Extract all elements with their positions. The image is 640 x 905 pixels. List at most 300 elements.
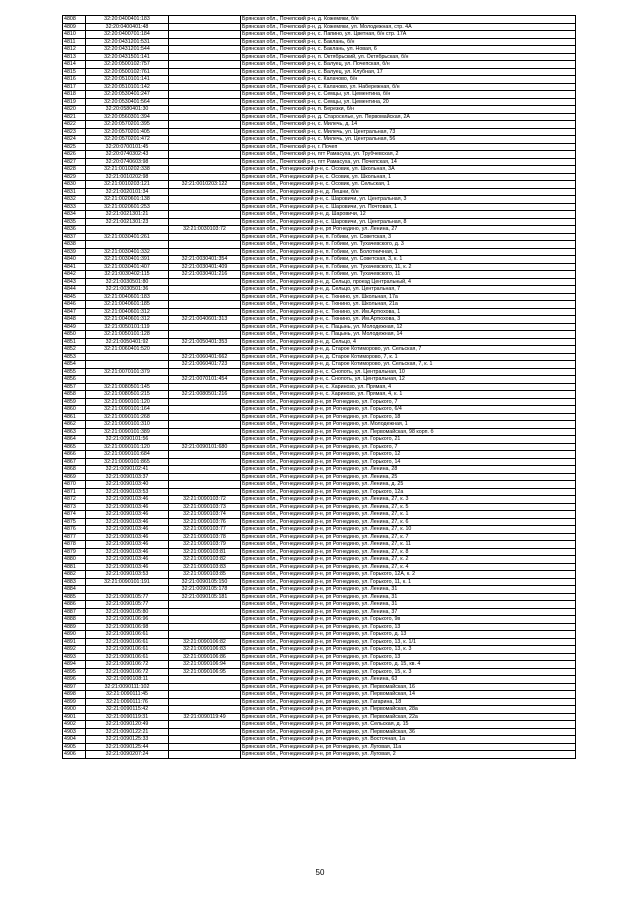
address-cell: Брянская обл., Рогнединский р-н, рп Рогнедино, ул. Горького, 14 <box>241 458 576 466</box>
row-number-cell: 4875 <box>63 518 86 526</box>
cadastral-number-cell: 32:21:0090103:53 <box>86 488 169 496</box>
row-number-cell: 4858 <box>63 391 86 399</box>
linked-cadastral-number-cell: 32:21:0090103:73 <box>169 503 241 511</box>
row-number-cell: 4826 <box>63 151 86 159</box>
linked-cadastral-number-cell: 32:21:0090101:680 <box>169 443 241 451</box>
row-number-cell: 4897 <box>63 683 86 691</box>
cadastral-number-cell: 32:20:0560301:394 <box>86 113 169 121</box>
table-row <box>63 286 576 294</box>
row-number-cell: 4854 <box>63 361 86 369</box>
address-cell: Брянская обл., Рогнединский р-н, рп Рогнедино, ул. Ленина, 27, к. 10 <box>241 526 576 534</box>
table-row <box>63 226 576 234</box>
row-number-cell: 4809 <box>63 23 86 31</box>
linked-cadastral-number-cell <box>169 331 241 339</box>
table-row <box>63 541 576 549</box>
cadastral-number-cell: 32:21:0090106:61 <box>86 653 169 661</box>
table-row <box>63 481 576 489</box>
table-row <box>63 691 576 699</box>
linked-cadastral-number-cell <box>169 46 241 54</box>
table-row <box>63 683 576 691</box>
linked-cadastral-number-cell <box>169 173 241 181</box>
address-cell: Брянская обл., Рогнединский р-н, с. Тюнино, ул. Школьная, 21а <box>241 301 576 309</box>
cadastral-number-cell <box>86 353 169 361</box>
cadastral-number-cell: 32:21:0070101:379 <box>86 368 169 376</box>
linked-cadastral-number-cell <box>169 196 241 204</box>
linked-cadastral-number-cell <box>169 706 241 714</box>
row-number-cell: 4838 <box>63 241 86 249</box>
table-row <box>63 458 576 466</box>
cadastral-number-cell: 32:21:0090125:44 <box>86 743 169 751</box>
table-row <box>63 698 576 706</box>
cadastral-number-cell: 32:20:0580401:30 <box>86 106 169 114</box>
cadastral-number-cell: 32:21:0090106:98 <box>86 623 169 631</box>
table-row <box>63 263 576 271</box>
cadastral-number-cell: 32:21:0090103:46 <box>86 548 169 556</box>
table-row <box>63 271 576 279</box>
row-number-cell: 4837 <box>63 233 86 241</box>
cadastral-number-cell: 32:21:0090106:61 <box>86 638 169 646</box>
linked-cadastral-number-cell: 32:21:0060401:723 <box>169 361 241 369</box>
address-cell: Брянская обл., Рогнединский р-н, рп Рогнедино, ул. Ленина, 27, к. 6 <box>241 518 576 526</box>
table-row <box>63 368 576 376</box>
linked-cadastral-number-cell <box>169 16 241 24</box>
cadastral-number-cell: 32:21:0090105:80 <box>86 608 169 616</box>
row-number-cell: 4853 <box>63 353 86 361</box>
address-cell: Брянская обл., Рогнединский р-н, д. Сельцо, проезд Центральный, 4 <box>241 278 576 286</box>
linked-cadastral-number-cell: 32:21:0050401:353 <box>169 338 241 346</box>
row-number-cell: 4896 <box>63 676 86 684</box>
table-row <box>63 743 576 751</box>
linked-cadastral-number-cell <box>169 158 241 166</box>
table-row <box>63 421 576 429</box>
cadastral-number-cell: 32:20:0740302:43 <box>86 151 169 159</box>
linked-cadastral-number-cell <box>169 151 241 159</box>
address-cell: Брянская обл., Почепский р-н, с. Милечь, д. 14 <box>241 121 576 129</box>
address-cell: Брянская обл., Рогнединский р-н, рп Рогнедино, ул. Первомайская, 28а <box>241 706 576 714</box>
row-number-cell: 4869 <box>63 473 86 481</box>
linked-cadastral-number-cell <box>169 218 241 226</box>
cadastral-number-cell: 32:21:0080501:145 <box>86 383 169 391</box>
row-number-cell: 4898 <box>63 691 86 699</box>
cadastral-number-cell: 32:21:0090101:120 <box>86 398 169 406</box>
table-row <box>63 646 576 654</box>
address-cell: Брянская обл., Рогнединский р-н, рп Рогнедино, ул. Горького, 13 <box>241 623 576 631</box>
cadastral-number-cell: 32:21:0090103:46 <box>86 556 169 564</box>
table-row <box>63 233 576 241</box>
cadastral-number-cell: 32:20:0530401:564 <box>86 98 169 106</box>
linked-cadastral-number-cell <box>169 61 241 69</box>
row-number-cell: 4825 <box>63 143 86 151</box>
row-number-cell: 4845 <box>63 293 86 301</box>
table-row <box>63 68 576 76</box>
table-row <box>63 76 576 84</box>
cadastral-number-cell: 32:21:0090102:41 <box>86 466 169 474</box>
row-number-cell: 4890 <box>63 631 86 639</box>
row-number-cell: 4832 <box>63 196 86 204</box>
table-row <box>63 578 576 586</box>
address-cell: Брянская обл., Почепский р-н, с. Баклань, ул. Новая, 6 <box>241 46 576 54</box>
row-number-cell: 4844 <box>63 286 86 294</box>
row-number-cell: 4868 <box>63 466 86 474</box>
row-number-cell: 4880 <box>63 556 86 564</box>
row-number-cell: 4813 <box>63 53 86 61</box>
cadastral-number-cell: 32:21:0090111:76 <box>86 698 169 706</box>
cadastral-number-cell <box>86 361 169 369</box>
row-number-cell: 4829 <box>63 173 86 181</box>
linked-cadastral-number-cell <box>169 286 241 294</box>
row-number-cell: 4833 <box>63 203 86 211</box>
linked-cadastral-number-cell <box>169 166 241 174</box>
row-number-cell: 4852 <box>63 346 86 354</box>
cadastral-number-cell: 32:21:0060401:520 <box>86 346 169 354</box>
linked-cadastral-number-cell <box>169 301 241 309</box>
registry-table-body <box>63 16 576 759</box>
linked-cadastral-number-cell <box>169 83 241 91</box>
row-number-cell: 4810 <box>63 31 86 39</box>
table-row <box>63 241 576 249</box>
cadastral-number-cell: 32:21:0090103:46 <box>86 526 169 534</box>
table-row <box>63 533 576 541</box>
table-row <box>63 91 576 99</box>
cadastral-number-cell: 32:21:0090106:72 <box>86 661 169 669</box>
row-number-cell: 4888 <box>63 616 86 624</box>
address-cell: Брянская обл., Рогнединский р-н, рп Рогнедино, ул. Ленина, 27 <box>241 226 576 234</box>
cadastral-number-cell: 32:21:0040601:312 <box>86 316 169 324</box>
linked-cadastral-number-cell <box>169 128 241 136</box>
cadastral-number-cell: 32:21:0090103:46 <box>86 541 169 549</box>
linked-cadastral-number-cell: 32:21:0030103:72 <box>169 226 241 234</box>
linked-cadastral-number-cell <box>169 241 241 249</box>
linked-cadastral-number-cell <box>169 203 241 211</box>
table-row <box>63 721 576 729</box>
table-row <box>63 751 576 759</box>
cadastral-number-cell: 32:21:0090101:120 <box>86 443 169 451</box>
table-row <box>63 308 576 316</box>
address-cell: Брянская обл., Рогнединский р-н, с. Осовик, ул. Школьная, 3А <box>241 166 576 174</box>
row-number-cell: 4842 <box>63 271 86 279</box>
linked-cadastral-number-cell: 32:21:0090106:94 <box>169 661 241 669</box>
address-cell: Брянская обл., Рогнединский р-н, рп Рогнедино, ул. Горького, 7 <box>241 443 576 451</box>
row-number-cell: 4903 <box>63 728 86 736</box>
address-cell: Брянская обл., Рогнединский р-н, рп Рогнедино, ул. Горького, 13, к. 1/1 <box>241 638 576 646</box>
table-row <box>63 638 576 646</box>
row-number-cell: 4884 <box>63 586 86 594</box>
address-cell: Брянская обл., Рогнединский р-н, рп Рогнедино, ул. Горького, 13, к. 3 <box>241 646 576 654</box>
cadastral-number-cell: 32:21:0090103:37 <box>86 473 169 481</box>
address-cell: Брянская обл., Почепский р-н, с. Семцы, ул. Цементина, б/н <box>241 91 576 99</box>
row-number-cell: 4839 <box>63 248 86 256</box>
table-row <box>63 398 576 406</box>
row-number-cell: 4900 <box>63 706 86 714</box>
address-cell: Брянская обл., Рогнединский р-н, рп Рогнедино, ул. Ленина, 27, к. 7 <box>241 533 576 541</box>
row-number-cell: 4819 <box>63 98 86 106</box>
table-row <box>63 376 576 384</box>
linked-cadastral-number-cell <box>169 188 241 196</box>
address-cell: Брянская обл., Рогнединский р-н, рп Рогнедино, ул. Горького, 21 <box>241 436 576 444</box>
row-number-cell: 4843 <box>63 278 86 286</box>
row-number-cell: 4865 <box>63 443 86 451</box>
address-cell: Брянская обл., Рогнединский р-н, рп Рогнедино, ул. Горького, 12а <box>241 488 576 496</box>
linked-cadastral-number-cell <box>169 488 241 496</box>
table-row <box>63 563 576 571</box>
cadastral-number-cell: 32:21:0080501:215 <box>86 391 169 399</box>
address-cell: Брянская обл., Почепский р-н, д. Староселье, ул. Первомайская, 2А <box>241 113 576 121</box>
cadastral-number-cell: 32:21:0090103:46 <box>86 563 169 571</box>
linked-cadastral-number-cell: 32:21:0090103:78 <box>169 533 241 541</box>
address-cell: Брянская обл., Рогнединский р-н, рп Рогнедино, ул. Ленина, 27, к. 5 <box>241 503 576 511</box>
address-cell: Брянская обл., Рогнединский р-н, п. Гобики, ул. Советская, 3 <box>241 233 576 241</box>
row-number-cell: 4887 <box>63 608 86 616</box>
table-row <box>63 406 576 414</box>
address-cell: Брянская обл., Рогнединский р-н, рп Рогнедино, ул. Первомайская, 16 <box>241 683 576 691</box>
address-cell: Брянская обл., Рогнединский р-н, рп Рогнедино, ул. Горького, 12А, к. 2 <box>241 571 576 579</box>
linked-cadastral-number-cell <box>169 346 241 354</box>
table-row <box>63 526 576 534</box>
table-row <box>63 511 576 519</box>
linked-cadastral-number-cell <box>169 406 241 414</box>
row-number-cell: 4879 <box>63 548 86 556</box>
cadastral-number-cell: 32:20:0500102:757 <box>86 61 169 69</box>
table-row <box>63 53 576 61</box>
row-number-cell: 4847 <box>63 308 86 316</box>
address-cell: Брянская обл., Почепский р-н, с. Милечь, ул. Центральная, 73 <box>241 128 576 136</box>
row-number-cell: 4899 <box>63 698 86 706</box>
linked-cadastral-number-cell <box>169 743 241 751</box>
cadastral-number-cell: 32:21:0090101:389 <box>86 428 169 436</box>
row-number-cell: 4891 <box>63 638 86 646</box>
cadastral-number-cell: 32:20:0400401:48 <box>86 23 169 31</box>
table-row <box>63 121 576 129</box>
table-row <box>63 106 576 114</box>
address-cell: Брянская обл., Рогнединский р-н, д. Лешни, б/н <box>241 188 576 196</box>
linked-cadastral-number-cell <box>169 98 241 106</box>
linked-cadastral-number-cell <box>169 451 241 459</box>
table-row <box>63 136 576 144</box>
address-cell: Брянская обл., Рогнединский р-н, д. Старое Котиморово, 7, к. 1 <box>241 353 576 361</box>
table-row <box>63 98 576 106</box>
cadastral-number-cell: 32:21:0090207:24 <box>86 751 169 759</box>
table-row <box>63 316 576 324</box>
address-cell: Брянская обл., Рогнединский р-н, рп Рогнедино, ул. Первомайская, 36 <box>241 728 576 736</box>
linked-cadastral-number-cell <box>169 616 241 624</box>
cadastral-number-cell: 32:21:0030501:80 <box>86 278 169 286</box>
address-cell: Брянская обл., Рогнединский р-н, рп Рогнедино, ул. Ленина, 27, к. 2 <box>241 556 576 564</box>
table-row <box>63 188 576 196</box>
row-number-cell: 4817 <box>63 83 86 91</box>
linked-cadastral-number-cell: 32:21:0070101:454 <box>169 376 241 384</box>
linked-cadastral-number-cell <box>169 698 241 706</box>
row-number-cell: 4823 <box>63 128 86 136</box>
address-cell: Брянская обл., Рогнединский р-н, рп Рогнедино, ул. Восточная, 1а <box>241 736 576 744</box>
row-number-cell: 4883 <box>63 578 86 586</box>
table-row <box>63 518 576 526</box>
row-number-cell: 4808 <box>63 16 86 24</box>
address-cell: Брянская обл., Рогнединский р-н, рп Рогнедино, ул. Первомайская, 98 корп. б <box>241 428 576 436</box>
address-cell: Брянская обл., Рогнединский р-н, рп Рогнедино, ул. Ленина, 27, к. 11 <box>241 541 576 549</box>
linked-cadastral-number-cell <box>169 38 241 46</box>
table-row <box>63 676 576 684</box>
table-row <box>63 338 576 346</box>
table-row <box>63 571 576 579</box>
address-cell: Брянская обл., Рогнединский р-н, п. Гобики, ул. Тухачевского, д. 3 <box>241 241 576 249</box>
address-cell: Брянская обл., Рогнединский р-н, рп Рогнедино, ул. Горького, 18 <box>241 413 576 421</box>
linked-cadastral-number-cell <box>169 113 241 121</box>
address-cell: Брянская обл., Почепский р-н, г. Почеп <box>241 143 576 151</box>
cadastral-number-cell: 32:21:0090108:11 <box>86 676 169 684</box>
linked-cadastral-number-cell <box>169 691 241 699</box>
table-row <box>63 16 576 24</box>
cadastral-number-cell: 32:21:0090103:46 <box>86 496 169 504</box>
address-cell: Брянская обл., Рогнединский р-н, рп Рогнедино, ул. Горького, 9в <box>241 616 576 624</box>
cadastral-number-cell: 32:21:0090115:42 <box>86 706 169 714</box>
address-cell: Брянская обл., Рогнединский р-н, с. Шаровичи, ул. Центральная, 3 <box>241 196 576 204</box>
row-number-cell: 4863 <box>63 428 86 436</box>
cadastral-number-cell: 32:20:0570201:405 <box>86 128 169 136</box>
cadastral-number-cell: 32:21:0090101:865 <box>86 458 169 466</box>
cadastral-number-cell: 32:20:0570201:395 <box>86 121 169 129</box>
address-cell: Брянская обл., Рогнединский р-н, рп Рогнедино, ул. Луговая, 2 <box>241 751 576 759</box>
page-number: 50 <box>315 868 325 877</box>
row-number-cell: 4851 <box>63 338 86 346</box>
address-cell: Брянская обл., Почепский р-н, с. Калачово, ул. Набережная, б/н <box>241 83 576 91</box>
cadastral-number-cell: 32:20:0530401:247 <box>86 91 169 99</box>
address-cell: Брянская обл., Рогнединский р-н, рп Рогнедино, ул. Первомайская, 22а <box>241 713 576 721</box>
cadastral-number-cell: 32:21:0090103:53 <box>86 571 169 579</box>
cadastral-number-cell: 32:21:0021301:21 <box>86 211 169 219</box>
table-row <box>63 451 576 459</box>
row-number-cell: 4876 <box>63 526 86 534</box>
cadastral-number-cell: 32:21:0030401:332 <box>86 248 169 256</box>
cadastral-number-cell: 32:21:0021301:23 <box>86 218 169 226</box>
cadastral-number-cell: 32:21:0040601:312 <box>86 308 169 316</box>
row-number-cell: 4849 <box>63 323 86 331</box>
linked-cadastral-number-cell: 32:21:0090103:77 <box>169 526 241 534</box>
table-row <box>63 248 576 256</box>
address-cell: Брянская обл., Рогнединский р-н, с. Снопоть, ул. Центральная, 10 <box>241 368 576 376</box>
cadastral-number-cell: 32:21:0090106:61 <box>86 631 169 639</box>
linked-cadastral-number-cell: 32:21:0030401:354 <box>169 256 241 264</box>
cadastral-number-cell: 32:21:0010202:338 <box>86 166 169 174</box>
table-row <box>63 361 576 369</box>
row-number-cell: 4835 <box>63 218 86 226</box>
cadastral-number-cell <box>86 241 169 249</box>
cadastral-number-cell: 32:20:0740603:98 <box>86 158 169 166</box>
linked-cadastral-number-cell: 32:21:0090105:181 <box>169 593 241 601</box>
address-cell: Брянская обл., Рогнединский р-н, рп Рогнедино, ул. Ленина, д. 25 <box>241 481 576 489</box>
cadastral-number-cell: 32:21:0050101:128 <box>86 331 169 339</box>
row-number-cell: 4860 <box>63 406 86 414</box>
row-number-cell: 4812 <box>63 46 86 54</box>
cadastral-number-cell: 32:21:0010202:98 <box>86 173 169 181</box>
cadastral-number-cell: 32:20:0510101:142 <box>86 83 169 91</box>
table-row <box>63 496 576 504</box>
address-cell: Брянская обл., Почепский р-н, пгт Рамасуха, ул. Почепская, 14 <box>241 158 576 166</box>
row-number-cell: 4874 <box>63 511 86 519</box>
linked-cadastral-number-cell: 32:21:0090103:82 <box>169 556 241 564</box>
address-cell: Брянская обл., Рогнединский р-н, с. Харинозо, ул. Прямая, 4, к. 1 <box>241 391 576 399</box>
cadastral-number-cell: 32:21:0020601:253 <box>86 203 169 211</box>
row-number-cell: 4821 <box>63 113 86 121</box>
table-row <box>63 113 576 121</box>
address-cell: Брянская обл., Рогнединский р-н, п. Гобики, ул. Болотничная, 1 <box>241 248 576 256</box>
linked-cadastral-number-cell <box>169 751 241 759</box>
linked-cadastral-number-cell: 32:21:0090106:82 <box>169 638 241 646</box>
linked-cadastral-number-cell: 32:21:0090106:86 <box>169 653 241 661</box>
table-row <box>63 23 576 31</box>
cadastral-number-cell: 32:21:0090119:31 <box>86 713 169 721</box>
table-row <box>63 346 576 354</box>
cadastral-number-cell: 32:21:0090101:191 <box>86 578 169 586</box>
linked-cadastral-number-cell: 32:21:0090106:83 <box>169 646 241 654</box>
linked-cadastral-number-cell <box>169 23 241 31</box>
cadastral-number-cell: 32:21:0020101:34 <box>86 188 169 196</box>
table-row <box>63 196 576 204</box>
cadastral-number-cell: 32:21:0090105:77 <box>86 593 169 601</box>
address-cell: Брянская обл., Почепский р-н, с. Семцы, ул. Цементина, 20 <box>241 98 576 106</box>
cadastral-number-cell: 32:21:0090106:61 <box>86 646 169 654</box>
address-cell: Брянская обл., Рогнединский р-н, рп Рогнедино, ул. Горького, д. 13 <box>241 631 576 639</box>
table-row <box>63 83 576 91</box>
linked-cadastral-number-cell <box>169 68 241 76</box>
linked-cadastral-number-cell <box>169 323 241 331</box>
row-number-cell: 4855 <box>63 368 86 376</box>
cadastral-number-cell: 32:21:0090101:310 <box>86 421 169 429</box>
linked-cadastral-number-cell: 32:21:0030401:409 <box>169 263 241 271</box>
table-row <box>63 616 576 624</box>
address-cell: Брянская обл., Рогнединский р-н, рп Рогнедино, ул. Гагарина, 18 <box>241 698 576 706</box>
address-cell: Брянская обл., Рогнединский р-н, рп Рогнедино, ул. Первомайская, 14 <box>241 691 576 699</box>
table-row <box>63 428 576 436</box>
cadastral-number-cell: 32:21:0040601:183 <box>86 293 169 301</box>
table-row <box>63 61 576 69</box>
row-number-cell: 4828 <box>63 166 86 174</box>
linked-cadastral-number-cell: 32:21:0090103:76 <box>169 518 241 526</box>
linked-cadastral-number-cell <box>169 436 241 444</box>
linked-cadastral-number-cell <box>169 31 241 39</box>
address-cell: Брянская обл., Рогнединский р-н, рп Рогнедино, ул. Горького, 13 <box>241 653 576 661</box>
address-cell: Брянская обл., Почепский р-н, с. Калачово, б/н <box>241 76 576 84</box>
cadastral-number-cell: 32:21:0050401:92 <box>86 338 169 346</box>
cadastral-number-cell: 32:20:0570201:472 <box>86 136 169 144</box>
address-cell: Брянская обл., Рогнединский р-н, рп Рогнедино, ул. Ленина, 31 <box>241 593 576 601</box>
address-cell: Брянская обл., Рогнединский р-н, п. Гобики, ул. Тухачевского, 11, к. 2 <box>241 263 576 271</box>
row-number-cell: 4815 <box>63 68 86 76</box>
address-cell: Брянская обл., Рогнединский р-н, с. Тюнино, ул. Школьная, 17а <box>241 293 576 301</box>
row-number-cell: 4811 <box>63 38 86 46</box>
table-row <box>63 706 576 714</box>
linked-cadastral-number-cell: 32:21:0090103:72 <box>169 496 241 504</box>
row-number-cell: 4886 <box>63 601 86 609</box>
cadastral-number-cell: 32:21:0090101:684 <box>86 451 169 459</box>
cadastral-number-cell: 32:21:0030501:36 <box>86 286 169 294</box>
address-cell: Брянская обл., Рогнединский р-н, с. Осовик, ул. Сельская, 1 <box>241 181 576 189</box>
linked-cadastral-number-cell <box>169 421 241 429</box>
row-number-cell: 4822 <box>63 121 86 129</box>
cadastral-number-cell: 32:21:0030401:261 <box>86 233 169 241</box>
row-number-cell: 4834 <box>63 211 86 219</box>
row-number-cell: 4831 <box>63 188 86 196</box>
linked-cadastral-number-cell: 32:21:0090103:79 <box>169 541 241 549</box>
row-number-cell: 4818 <box>63 91 86 99</box>
table-row <box>63 31 576 39</box>
linked-cadastral-number-cell <box>169 728 241 736</box>
row-number-cell: 4859 <box>63 398 86 406</box>
linked-cadastral-number-cell <box>169 721 241 729</box>
row-number-cell: 4904 <box>63 736 86 744</box>
address-cell: Брянская обл., Рогнединский р-н, с. Пацынь, ул. Молодежная, 12 <box>241 323 576 331</box>
linked-cadastral-number-cell: 32:21:0090103:81 <box>169 548 241 556</box>
table-row <box>63 293 576 301</box>
